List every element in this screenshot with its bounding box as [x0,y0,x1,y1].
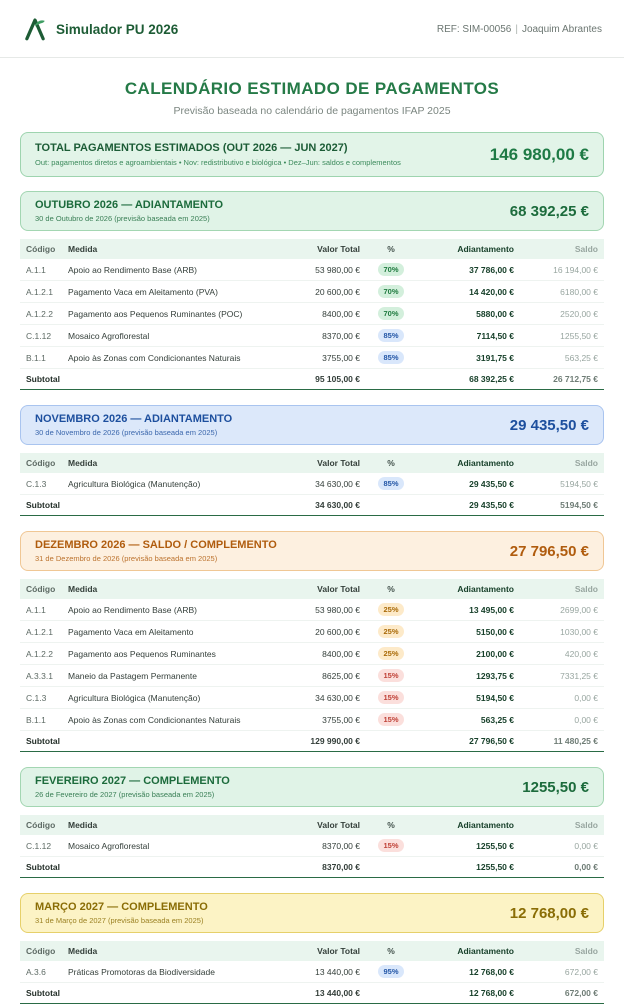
column-header-codigo: Código [20,453,62,473]
column-header-valor-total: Valor Total [288,579,366,599]
subtotal-row [20,983,604,1004]
subtotal-balance: 5194,50 € [520,495,604,516]
column-header-codigo: Código [20,815,62,835]
column-header-adiantamento: Adiantamento [416,815,520,835]
row-percent [366,599,416,621]
subtotal-percent [366,731,416,752]
percent-badge: 15% [378,713,404,726]
subtotal-label: Subtotal [20,857,288,878]
row-total: 34 630,00 € [288,473,366,495]
month-card-text [35,413,232,437]
month-section [20,531,604,752]
percent-badge: 15% [378,669,404,682]
subtotal-row [20,369,604,390]
column-header-saldo: Saldo [520,815,604,835]
percent-badge: 25% [378,625,404,638]
percent-badge: 70% [378,307,404,320]
table-header-row [20,579,604,599]
table-row [20,961,604,983]
month-amount: 12 768,00 € [509,904,589,922]
row-advance: 563,25 € [416,709,520,731]
month-title: DEZEMBRO 2026 — SALDO / COMPLEMENTO [35,539,277,551]
column-header-saldo: Saldo [520,579,604,599]
row-percent [366,325,416,347]
table-row [20,709,604,731]
subtotal-advance: 29 435,50 € [416,495,520,516]
table-row [20,599,604,621]
percent-badge: 85% [378,477,404,490]
user-name: Joaquim Abrantes [521,23,602,35]
row-code: A.1.1 [20,599,62,621]
table-header-row [20,239,604,259]
subtotal-percent [366,495,416,516]
subtotal-advance: 68 392,25 € [416,369,520,390]
percent-badge: 15% [378,839,404,852]
column-header-percent: % [366,453,416,473]
row-code: A.3.6 [20,961,62,983]
row-total: 8400,00 € [288,643,366,665]
row-advance: 1255,50 € [416,835,520,857]
brand [22,16,178,42]
app-title: Simulador PU 2026 [56,21,179,37]
subtotal-row [20,495,604,516]
column-header-percent: % [366,815,416,835]
column-header-medida: Medida [62,941,288,961]
table-head [20,815,604,835]
month-date: 31 de Março de 2027 (previsão baseada em 2025) [35,916,204,925]
row-balance: 420,00 € [520,643,604,665]
row-balance: 672,00 € [520,961,604,983]
table-head [20,941,604,961]
row-code: A.1.2.2 [20,303,62,325]
reference-line [437,24,602,35]
table-row [20,835,604,857]
column-header-valor-total: Valor Total [288,941,366,961]
row-percent [366,473,416,495]
table-body [20,259,604,369]
table-row [20,303,604,325]
month-amount: 68 392,25 € [509,202,589,220]
title-block [0,58,624,117]
month-amount: 27 796,50 € [509,542,589,560]
table-row [20,259,604,281]
month-card-text [35,539,277,563]
row-code: C.1.12 [20,325,62,347]
table-foot [20,369,604,390]
row-total: 20 600,00 € [288,621,366,643]
payments-table [20,815,604,878]
month-section [20,405,604,516]
row-code: C.1.3 [20,473,62,495]
month-amount: 29 435,50 € [509,416,589,434]
subtotal-advance: 27 796,50 € [416,731,520,752]
row-balance: 0,00 € [520,709,604,731]
table-row [20,665,604,687]
row-percent [366,835,416,857]
row-code: C.1.12 [20,835,62,857]
month-date: 26 de Fevereiro de 2027 (previsão baseada em 2025) [35,790,215,799]
table-body [20,961,604,983]
subtotal-label: Subtotal [20,983,288,1004]
row-advance: 1293,75 € [416,665,520,687]
table-row [20,621,604,643]
month-card [20,767,604,807]
month-date: 31 de Dezembro de 2026 (previsão baseada em 2025) [35,554,218,563]
table-foot [20,983,604,1004]
row-code: A.1.2.1 [20,621,62,643]
table-foot [20,495,604,516]
page-title: CALENDÁRIO ESTIMADO DE PAGAMENTOS [124,79,500,98]
subtotal-total: 95 105,00 € [288,369,366,390]
row-total: 8370,00 € [288,325,366,347]
table-row [20,643,604,665]
row-advance: 14 420,00 € [416,281,520,303]
row-balance: 1255,50 € [520,325,604,347]
percent-badge: 25% [378,603,404,616]
subtotal-percent [366,369,416,390]
row-percent [366,281,416,303]
subtotal-total: 129 990,00 € [288,731,366,752]
total-banner [20,132,604,177]
row-total: 8370,00 € [288,835,366,857]
row-balance: 0,00 € [520,687,604,709]
row-balance: 16 194,00 € [520,259,604,281]
page-subtitle: Previsão baseada no calendário de pagamentos IFAP 2025 [173,105,451,117]
subtotal-total: 8370,00 € [288,857,366,878]
table-header-row [20,941,604,961]
row-total: 3755,00 € [288,709,366,731]
subtotal-row [20,731,604,752]
column-header-valor-total: Valor Total [288,453,366,473]
row-measure: Pagamento aos Pequenos Ruminantes [62,643,288,665]
row-balance: 6180,00 € [520,281,604,303]
row-percent [366,665,416,687]
subtotal-advance: 12 768,00 € [416,983,520,1004]
month-section [20,893,604,1004]
row-percent [366,709,416,731]
column-header-medida: Medida [62,579,288,599]
row-measure: Pagamento aos Pequenos Ruminantes (POC) [62,303,288,325]
row-code: B.1.1 [20,347,62,369]
row-balance: 7331,25 € [520,665,604,687]
row-code: A.1.2.1 [20,281,62,303]
row-percent [366,961,416,983]
row-measure: Apoio às Zonas com Condicionantes Naturais [62,709,288,731]
total-amount: 146 980,00 € [489,144,589,164]
month-title: FEVEREIRO 2027 — COMPLEMENTO [35,775,230,787]
subtotal-row [20,857,604,878]
column-header-codigo: Código [20,941,62,961]
table-body [20,599,604,731]
table-header-row [20,453,604,473]
payments-table [20,941,604,1004]
column-header-codigo: Código [20,579,62,599]
column-header-adiantamento: Adiantamento [416,453,520,473]
percent-badge: 15% [378,691,404,704]
subtotal-balance: 11 480,25 € [520,731,604,752]
percent-badge: 25% [378,647,404,660]
reference-number: REF: SIM-00056 [436,23,512,35]
row-measure: Pagamento Vaca em Aleitamento (PVA) [62,281,288,303]
row-balance: 2520,00 € [520,303,604,325]
subtotal-advance: 1255,50 € [416,857,520,878]
reference-divider: | [515,23,518,35]
subtotal-balance: 26 712,75 € [520,369,604,390]
row-measure: Apoio às Zonas com Condicionantes Naturais [62,347,288,369]
row-percent [366,303,416,325]
sections-container [20,191,604,1004]
row-percent [366,687,416,709]
total-banner-subtitle: Out: pagamentos diretos e agroambientais • Nov: redistributivo e biológica • Dez–Jun: saldos e complementos [35,158,401,167]
row-advance: 5150,00 € [416,621,520,643]
row-percent [366,259,416,281]
column-header-medida: Medida [62,239,288,259]
column-header-saldo: Saldo [520,941,604,961]
payments-table [20,239,604,390]
month-card [20,405,604,445]
column-header-codigo: Código [20,239,62,259]
row-total: 3755,00 € [288,347,366,369]
subtotal-label: Subtotal [20,731,288,752]
column-header-medida: Medida [62,815,288,835]
subtotal-label: Subtotal [20,369,288,390]
subtotal-percent [366,857,416,878]
percent-badge: 70% [378,263,404,276]
month-section [20,767,604,878]
month-title: OUTUBRO 2026 — ADIANTAMENTO [35,199,224,211]
percent-badge: 95% [378,965,404,978]
subtotal-percent [366,983,416,1004]
row-advance: 12 768,00 € [416,961,520,983]
table-foot [20,857,604,878]
row-advance: 5194,50 € [416,687,520,709]
row-measure: Agricultura Biológica (Manutenção) [62,473,288,495]
row-measure: Agricultura Biológica (Manutenção) [62,687,288,709]
month-title: MARÇO 2027 — COMPLEMENTO [35,901,208,913]
table-foot [20,731,604,752]
row-advance: 2100,00 € [416,643,520,665]
content [0,117,624,1004]
table-row [20,347,604,369]
row-total: 53 980,00 € [288,259,366,281]
column-header-percent: % [366,579,416,599]
row-total: 34 630,00 € [288,687,366,709]
month-card [20,893,604,933]
row-balance: 5194,50 € [520,473,604,495]
column-header-adiantamento: Adiantamento [416,239,520,259]
table-head [20,579,604,599]
table-row [20,325,604,347]
percent-badge: 85% [378,329,404,342]
subtotal-total: 13 440,00 € [288,983,366,1004]
row-percent [366,621,416,643]
column-header-valor-total: Valor Total [288,239,366,259]
row-total: 8400,00 € [288,303,366,325]
row-advance: 3191,75 € [416,347,520,369]
row-advance: 29 435,50 € [416,473,520,495]
month-date: 30 de Outubro de 2026 (previsão baseada em 2025) [35,214,210,223]
row-code: B.1.1 [20,709,62,731]
percent-badge: 70% [378,285,404,298]
column-header-percent: % [366,941,416,961]
percent-badge: 85% [378,351,404,364]
month-card-text [35,199,223,223]
row-advance: 37 786,00 € [416,259,520,281]
row-measure: Apoio ao Rendimento Base (ARB) [62,599,288,621]
row-code: A.3.3.1 [20,665,62,687]
row-measure: Práticas Promotoras da Biodiversidade [62,961,288,983]
column-header-valor-total: Valor Total [288,815,366,835]
row-balance: 563,25 € [520,347,604,369]
row-advance: 5880,00 € [416,303,520,325]
subtotal-balance: 672,00 € [520,983,604,1004]
row-total: 53 980,00 € [288,599,366,621]
month-section [20,191,604,390]
table-header-row [20,815,604,835]
total-banner-title: TOTAL PAGAMENTOS ESTIMADOS (OUT 2026 — JUN 2027) [35,142,348,154]
row-advance: 7114,50 € [416,325,520,347]
row-measure: Apoio ao Rendimento Base (ARB) [62,259,288,281]
column-header-medida: Medida [62,453,288,473]
row-balance: 2699,00 € [520,599,604,621]
subtotal-total: 34 630,00 € [288,495,366,516]
month-amount: 1255,50 € [522,778,589,796]
table-row [20,473,604,495]
month-card-text [35,901,208,925]
subtotal-label: Subtotal [20,495,288,516]
row-balance: 1030,00 € [520,621,604,643]
table-head [20,239,604,259]
row-measure: Maneio da Pastagem Permanente [62,665,288,687]
column-header-saldo: Saldo [520,239,604,259]
row-code: A.1.2.2 [20,643,62,665]
payments-table [20,579,604,752]
month-card [20,191,604,231]
row-measure: Pagamento Vaca em Aleitamento [62,621,288,643]
month-card [20,531,604,571]
column-header-adiantamento: Adiantamento [416,941,520,961]
table-row [20,281,604,303]
row-total: 8625,00 € [288,665,366,687]
table-row [20,687,604,709]
row-advance: 13 495,00 € [416,599,520,621]
table-head [20,453,604,473]
row-code: A.1.1 [20,259,62,281]
month-title: NOVEMBRO 2026 — ADIANTAMENTO [35,413,233,425]
table-body [20,835,604,857]
row-percent [366,643,416,665]
row-measure: Mosaico Agroflorestal [62,325,288,347]
row-balance: 0,00 € [520,835,604,857]
month-card-text [35,775,230,799]
column-header-adiantamento: Adiantamento [416,579,520,599]
column-header-percent: % [366,239,416,259]
row-total: 13 440,00 € [288,961,366,983]
total-banner-text [35,142,401,167]
top-header [0,0,624,58]
table-body [20,473,604,495]
subtotal-balance: 0,00 € [520,857,604,878]
logo-icon [22,16,48,42]
row-measure: Mosaico Agroflorestal [62,835,288,857]
column-header-saldo: Saldo [520,453,604,473]
payments-table [20,453,604,516]
row-code: C.1.3 [20,687,62,709]
month-date: 30 de Novembro de 2026 (previsão baseada em 2025) [35,428,218,437]
row-total: 20 600,00 € [288,281,366,303]
row-percent [366,347,416,369]
